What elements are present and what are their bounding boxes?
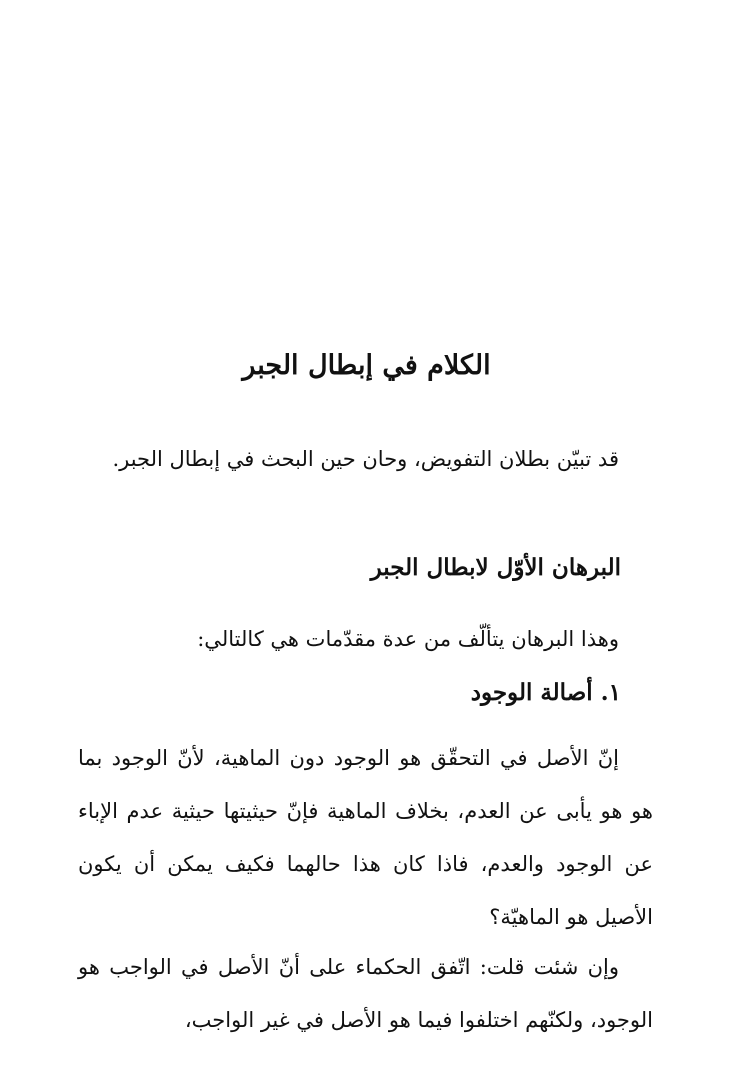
premises-paragraph: وهذا البرهان يتألّف من عدة مقدّمات هي كالتالي: — [197, 627, 619, 651]
chapter-title: الكلام في إبطال الجبر — [242, 350, 491, 381]
philosophers-agreement-paragraph: وإن شئت قلت: اتّفق الحكماء على أنّ الأصل في الواجب هو الوجود، ولكنّهم اختلفوا فيما هو الأصل في غير الواجب، — [78, 955, 653, 1032]
principality-paragraph: إنّ الأصل في التحقّق هو الوجود دون الماهية، لأنّ الوجود بما هو هو يأبى عن العدم، بخلاف الماهية فإنّ حيثيتها حيثية عدم الإباء عن الوجود والعدم، فاذا كان هذا حالهما فكيف يمكن أن يكون الأصيل هو الماهيّة؟ — [78, 746, 653, 929]
principality-of-existence-heading: ١. أصالة الوجود — [470, 679, 621, 706]
intro-paragraph: قد تبيّن بطلان التفويض، وحان حين البحث في إبطال الجبر. — [112, 447, 619, 471]
first-proof-heading: البرهان الأوّل لابطال الجبر — [370, 554, 621, 581]
